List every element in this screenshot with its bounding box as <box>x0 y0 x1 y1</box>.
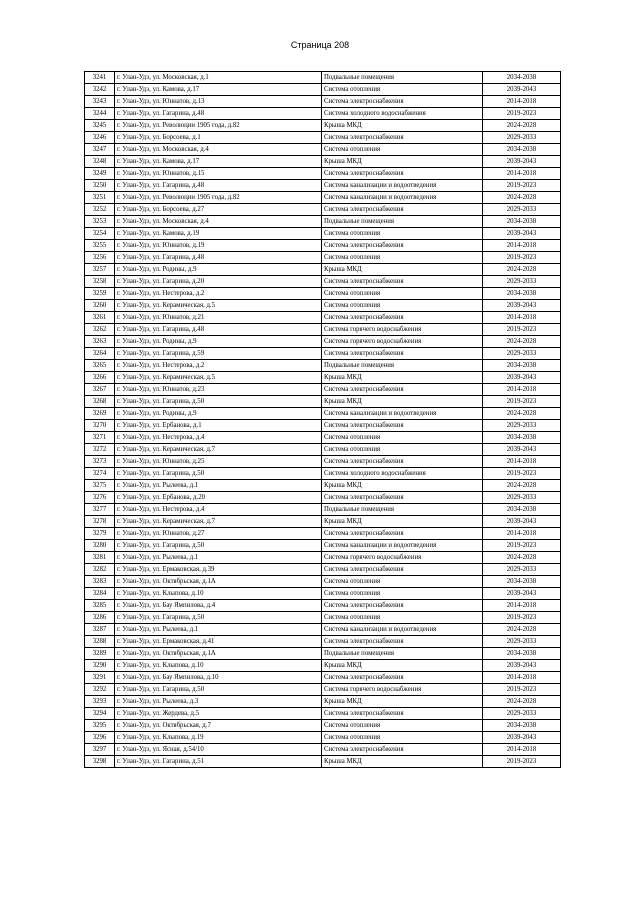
period-cell: 2019-2023 <box>483 612 561 624</box>
table-row <box>85 396 561 408</box>
work-type-cell: Система электроснабжения <box>322 420 483 432</box>
address-cell: г. Улан-Удэ, ул. Жердева, д.5 <box>115 708 322 720</box>
work-type-cell: Крыша МКД <box>322 372 483 384</box>
row-number-cell: 3286 <box>85 612 115 624</box>
address-cell: г. Улан-Удэ, ул. Керамическая, д.5 <box>115 372 322 384</box>
period-cell: 2034-2038 <box>483 720 561 732</box>
period-cell: 2034-2038 <box>483 144 561 156</box>
work-type-cell: Система отопления <box>322 252 483 264</box>
table-row <box>85 588 561 600</box>
address-cell: г. Улан-Удэ, ул. Рылеева, д.3 <box>115 696 322 708</box>
work-type-cell: Крыша МКД <box>322 696 483 708</box>
period-cell: 2034-2038 <box>483 216 561 228</box>
row-number-cell: 3249 <box>85 168 115 180</box>
period-cell: 2019-2023 <box>483 180 561 192</box>
table-row <box>85 720 561 732</box>
period-cell: 2039-2043 <box>483 372 561 384</box>
period-cell: 2019-2023 <box>483 108 561 120</box>
address-cell: г. Улан-Удэ, ул. Юннатов, д.27 <box>115 528 322 540</box>
table-row <box>85 528 561 540</box>
row-number-cell: 3278 <box>85 516 115 528</box>
period-cell: 2039-2043 <box>483 300 561 312</box>
work-type-cell: Система отопления <box>322 300 483 312</box>
address-cell: г. Улан-Удэ, ул. Октябрьская, д.7 <box>115 720 322 732</box>
period-cell: 2039-2043 <box>483 444 561 456</box>
table-row <box>85 432 561 444</box>
work-type-cell: Система электроснабжения <box>322 204 483 216</box>
table-row <box>85 288 561 300</box>
address-cell: г. Улан-Удэ, ул. Рылеева, д.1 <box>115 552 322 564</box>
table-row <box>85 216 561 228</box>
row-number-cell: 3288 <box>85 636 115 648</box>
period-cell: 2019-2023 <box>483 396 561 408</box>
table-row <box>85 132 561 144</box>
table-row <box>85 456 561 468</box>
row-number-cell: 3275 <box>85 480 115 492</box>
work-type-cell: Крыша МКД <box>322 264 483 276</box>
address-cell: г. Улан-Удэ, ул. Камова, д.19 <box>115 228 322 240</box>
row-number-cell: 3262 <box>85 324 115 336</box>
period-cell: 2034-2038 <box>483 576 561 588</box>
row-number-cell: 3265 <box>85 360 115 372</box>
table-row <box>85 168 561 180</box>
table-row <box>85 684 561 696</box>
address-cell: г. Улан-Удэ, ул. Ясная, д.54/10 <box>115 744 322 756</box>
row-number-cell: 3258 <box>85 276 115 288</box>
address-cell: г. Улан-Удэ, ул. Октябрьская, д.1А <box>115 648 322 660</box>
row-number-cell: 3247 <box>85 144 115 156</box>
address-cell: г. Улан-Удэ, ул. Камова, д.17 <box>115 84 322 96</box>
table-row <box>85 660 561 672</box>
period-cell: 2029-2033 <box>483 708 561 720</box>
work-type-cell: Система электроснабжения <box>322 672 483 684</box>
period-cell: 2039-2043 <box>483 660 561 672</box>
period-cell: 2039-2043 <box>483 84 561 96</box>
table-row <box>85 672 561 684</box>
address-cell: г. Улан-Удэ, ул. Рылеева, д.1 <box>115 624 322 636</box>
work-type-cell: Система электроснабжения <box>322 456 483 468</box>
table-row <box>85 624 561 636</box>
row-number-cell: 3282 <box>85 564 115 576</box>
row-number-cell: 3244 <box>85 108 115 120</box>
period-cell: 2019-2023 <box>483 540 561 552</box>
row-number-cell: 3257 <box>85 264 115 276</box>
row-number-cell: 3253 <box>85 216 115 228</box>
address-cell: г. Улан-Удэ, ул. Клыпова, д.10 <box>115 588 322 600</box>
row-number-cell: 3291 <box>85 672 115 684</box>
period-cell: 2014-2018 <box>483 672 561 684</box>
work-type-cell: Крыша МКД <box>322 156 483 168</box>
period-cell: 2029-2033 <box>483 636 561 648</box>
work-type-cell: Система отопления <box>322 228 483 240</box>
address-cell: г. Улан-Удэ, ул. Родины, д.9 <box>115 336 322 348</box>
address-cell: г. Улан-Удэ, ул. Юннатов, д.13 <box>115 96 322 108</box>
table-row <box>85 324 561 336</box>
table-row <box>85 732 561 744</box>
period-cell: 2014-2018 <box>483 240 561 252</box>
period-cell: 2014-2018 <box>483 600 561 612</box>
table-row <box>85 384 561 396</box>
period-cell: 2014-2018 <box>483 168 561 180</box>
work-type-cell: Система отопления <box>322 732 483 744</box>
table-row <box>85 708 561 720</box>
work-type-cell: Система электроснабжения <box>322 636 483 648</box>
address-cell: г. Улан-Удэ, ул. Нестерова, д.4 <box>115 432 322 444</box>
address-cell: г. Улан-Удэ, ул. Ербанова, д.1 <box>115 420 322 432</box>
work-type-cell: Система горячего водоснабжения <box>322 684 483 696</box>
period-cell: 2039-2043 <box>483 156 561 168</box>
address-cell: г. Улан-Удэ, ул. Камова, д.17 <box>115 156 322 168</box>
row-number-cell: 3277 <box>85 504 115 516</box>
period-cell: 2019-2023 <box>483 252 561 264</box>
row-number-cell: 3251 <box>85 192 115 204</box>
row-number-cell: 3259 <box>85 288 115 300</box>
table-row <box>85 600 561 612</box>
table-row <box>85 648 561 660</box>
address-cell: г. Улан-Удэ, ул. Керамическая, д.7 <box>115 516 322 528</box>
period-cell: 2039-2043 <box>483 228 561 240</box>
period-cell: 2034-2038 <box>483 504 561 516</box>
work-type-cell: Подвальные помещения <box>322 360 483 372</box>
period-cell: 2019-2023 <box>483 324 561 336</box>
work-type-cell: Система отопления <box>322 720 483 732</box>
address-cell: г. Улан-Удэ, ул. Гагарина, д.50 <box>115 684 322 696</box>
table-row <box>85 180 561 192</box>
period-cell: 2039-2043 <box>483 732 561 744</box>
address-cell: г. Улан-Удэ, ул. Борсоева, д.27 <box>115 204 322 216</box>
period-cell: 2029-2033 <box>483 132 561 144</box>
work-type-cell: Система электроснабжения <box>322 708 483 720</box>
row-number-cell: 3255 <box>85 240 115 252</box>
row-number-cell: 3279 <box>85 528 115 540</box>
table-row <box>85 636 561 648</box>
address-cell: г. Улан-Удэ, ул. Нестерова, д.2 <box>115 360 322 372</box>
table-row <box>85 108 561 120</box>
work-type-cell: Система электроснабжения <box>322 528 483 540</box>
table-row <box>85 696 561 708</box>
table-row <box>85 192 561 204</box>
address-cell: г. Улан-Удэ, ул. Керамическая, д.7 <box>115 444 322 456</box>
address-cell: г. Улан-Удэ, ул. Ермаковская, д.41 <box>115 636 322 648</box>
address-cell: г. Улан-Удэ, ул. Борсоева, д.1 <box>115 132 322 144</box>
work-type-cell: Крыша МКД <box>322 396 483 408</box>
page-number-header: Страница 208 <box>290 40 350 50</box>
address-cell: г. Улан-Удэ, ул. Рылеева, д.1 <box>115 480 322 492</box>
row-number-cell: 3242 <box>85 84 115 96</box>
work-type-cell: Система отопления <box>322 588 483 600</box>
address-cell: г. Улан-Удэ, ул. Юннатов, д.25 <box>115 456 322 468</box>
period-cell: 2029-2033 <box>483 492 561 504</box>
work-type-cell: Система электроснабжения <box>322 276 483 288</box>
table-row <box>85 492 561 504</box>
address-cell: г. Улан-Удэ, ул. Клыпова, д.19 <box>115 732 322 744</box>
row-number-cell: 3248 <box>85 156 115 168</box>
table-row <box>85 468 561 480</box>
address-cell: г. Улан-Удэ, ул. Гагарина, д.20 <box>115 276 322 288</box>
work-type-cell: Система электроснабжения <box>322 744 483 756</box>
row-number-cell: 3271 <box>85 432 115 444</box>
table-row <box>85 72 561 84</box>
row-number-cell: 3285 <box>85 600 115 612</box>
period-cell: 2034-2038 <box>483 72 561 84</box>
address-cell: г. Улан-Удэ, ул. Революции 1905 года, д.82 <box>115 192 322 204</box>
row-number-cell: 3292 <box>85 684 115 696</box>
row-number-cell: 3256 <box>85 252 115 264</box>
row-number-cell: 3250 <box>85 180 115 192</box>
row-number-cell: 3261 <box>85 312 115 324</box>
period-cell: 2024-2028 <box>483 408 561 420</box>
period-cell: 2014-2018 <box>483 312 561 324</box>
period-cell: 2019-2023 <box>483 468 561 480</box>
period-cell: 2024-2028 <box>483 264 561 276</box>
work-type-cell: Система канализации и водоотведения <box>322 624 483 636</box>
period-cell: 2014-2018 <box>483 384 561 396</box>
address-cell: г. Улан-Удэ, ул. Московская, д.1 <box>115 72 322 84</box>
work-type-cell: Система электроснабжения <box>322 312 483 324</box>
address-cell: г. Улан-Удэ, ул. Клыпова, д.10 <box>115 660 322 672</box>
table-row <box>85 276 561 288</box>
table-row <box>85 96 561 108</box>
work-type-cell: Подвальные помещения <box>322 648 483 660</box>
table-row <box>85 744 561 756</box>
work-type-cell: Система канализации и водоотведения <box>322 180 483 192</box>
work-type-cell: Подвальные помещения <box>322 72 483 84</box>
row-number-cell: 3268 <box>85 396 115 408</box>
address-cell: г. Улан-Удэ, ул. Ермаковская, д.39 <box>115 564 322 576</box>
period-cell: 2029-2033 <box>483 564 561 576</box>
period-cell: 2024-2028 <box>483 696 561 708</box>
row-number-cell: 3245 <box>85 120 115 132</box>
work-type-cell: Система электроснабжения <box>322 564 483 576</box>
table-row <box>85 84 561 96</box>
work-type-cell: Система отопления <box>322 444 483 456</box>
row-number-cell: 3273 <box>85 456 115 468</box>
table-row <box>85 504 561 516</box>
work-type-cell: Система отопления <box>322 612 483 624</box>
work-type-cell: Система канализации и водоотведения <box>322 540 483 552</box>
work-type-cell: Подвальные помещения <box>322 216 483 228</box>
table-row <box>85 408 561 420</box>
work-type-cell: Крыша МКД <box>322 516 483 528</box>
work-type-cell: Система электроснабжения <box>322 600 483 612</box>
work-type-cell: Система электроснабжения <box>322 348 483 360</box>
period-cell: 2029-2033 <box>483 204 561 216</box>
row-number-cell: 3254 <box>85 228 115 240</box>
address-cell: г. Улан-Удэ, ул. Октябрьская, д.1А <box>115 576 322 588</box>
row-number-cell: 3267 <box>85 384 115 396</box>
work-type-cell: Система горячего водоснабжения <box>322 336 483 348</box>
table-row <box>85 564 561 576</box>
row-number-cell: 3260 <box>85 300 115 312</box>
address-cell: г. Улан-Удэ, ул. Гагарина, д.50 <box>115 540 322 552</box>
table-row <box>85 540 561 552</box>
work-type-cell: Система холодного водоснабжения <box>322 108 483 120</box>
address-cell: г. Улан-Удэ, ул. Гагарина, д.59 <box>115 348 322 360</box>
row-number-cell: 3241 <box>85 72 115 84</box>
period-cell: 2024-2028 <box>483 480 561 492</box>
row-number-cell: 3263 <box>85 336 115 348</box>
work-type-cell: Система электроснабжения <box>322 168 483 180</box>
address-cell: г. Улан-Удэ, ул. Родины, д.9 <box>115 408 322 420</box>
period-cell: 2019-2023 <box>483 756 561 768</box>
work-type-cell: Система канализации и водоотведения <box>322 192 483 204</box>
work-type-cell: Система отопления <box>322 288 483 300</box>
table-row <box>85 312 561 324</box>
row-number-cell: 3283 <box>85 576 115 588</box>
period-cell: 2039-2043 <box>483 588 561 600</box>
address-cell: г. Улан-Удэ, ул. Юннатов, д.19 <box>115 240 322 252</box>
address-cell: г. Улан-Удэ, ул. Гагарина, д.50 <box>115 468 322 480</box>
address-cell: г. Улан-Удэ, ул. Московская, д.4 <box>115 144 322 156</box>
table-row <box>85 612 561 624</box>
table-row <box>85 576 561 588</box>
row-number-cell: 3295 <box>85 720 115 732</box>
address-cell: г. Улан-Удэ, ул. Юннатов, д.23 <box>115 384 322 396</box>
work-type-cell: Система отопления <box>322 432 483 444</box>
period-cell: 2034-2038 <box>483 432 561 444</box>
row-number-cell: 3296 <box>85 732 115 744</box>
period-cell: 2019-2023 <box>483 684 561 696</box>
row-number-cell: 3269 <box>85 408 115 420</box>
address-cell: г. Улан-Удэ, ул. Бау Ямпилова, д.4 <box>115 600 322 612</box>
table-row <box>85 336 561 348</box>
work-type-cell: Система горячего водоснабжения <box>322 324 483 336</box>
table-row <box>85 552 561 564</box>
period-cell: 2024-2028 <box>483 120 561 132</box>
table-row <box>85 372 561 384</box>
table-row <box>85 444 561 456</box>
row-number-cell: 3290 <box>85 660 115 672</box>
table-row <box>85 516 561 528</box>
work-type-cell: Система канализации и водоотведения <box>322 408 483 420</box>
address-cell: г. Улан-Удэ, ул. Юннатов, д.21 <box>115 312 322 324</box>
address-cell: г. Улан-Удэ, ул. Гагарина, д.50 <box>115 612 322 624</box>
address-cell: г. Улан-Удэ, ул. Гагарина, д.48 <box>115 180 322 192</box>
work-type-cell: Система отопления <box>322 84 483 96</box>
work-type-cell: Крыша МКД <box>322 120 483 132</box>
address-cell: г. Улан-Удэ, ул. Ербанова, д.20 <box>115 492 322 504</box>
address-cell: г. Улан-Удэ, ул. Керамическая, д.5 <box>115 300 322 312</box>
capital-repair-table <box>84 71 561 768</box>
period-cell: 2024-2028 <box>483 624 561 636</box>
period-cell: 2024-2028 <box>483 552 561 564</box>
address-cell: г. Улан-Удэ, ул. Юннатов, д.15 <box>115 168 322 180</box>
table-row <box>85 240 561 252</box>
table-row <box>85 300 561 312</box>
period-cell: 2014-2018 <box>483 744 561 756</box>
period-cell: 2039-2043 <box>483 516 561 528</box>
work-type-cell: Крыша МКД <box>322 756 483 768</box>
row-number-cell: 3252 <box>85 204 115 216</box>
work-type-cell: Система электроснабжения <box>322 240 483 252</box>
row-number-cell: 3280 <box>85 540 115 552</box>
row-number-cell: 3272 <box>85 444 115 456</box>
table-row <box>85 480 561 492</box>
work-type-cell: Система электроснабжения <box>322 132 483 144</box>
address-cell: г. Улан-Удэ, ул. Нестерова, д.2 <box>115 288 322 300</box>
row-number-cell: 3284 <box>85 588 115 600</box>
work-type-cell: Система отопления <box>322 576 483 588</box>
row-number-cell: 3287 <box>85 624 115 636</box>
address-cell: г. Улан-Удэ, ул. Гагарина, д.51 <box>115 756 322 768</box>
address-cell: г. Улан-Удэ, ул. Нестерова, д.4 <box>115 504 322 516</box>
period-cell: 2034-2038 <box>483 360 561 372</box>
table-row <box>85 420 561 432</box>
table-row <box>85 756 561 768</box>
period-cell: 2029-2033 <box>483 348 561 360</box>
table-row <box>85 252 561 264</box>
row-number-cell: 3266 <box>85 372 115 384</box>
table-row <box>85 264 561 276</box>
table-body <box>85 72 561 768</box>
work-type-cell: Система горячего водоснабжения <box>322 552 483 564</box>
table-row <box>85 228 561 240</box>
table-row <box>85 348 561 360</box>
period-cell: 2029-2033 <box>483 276 561 288</box>
row-number-cell: 3294 <box>85 708 115 720</box>
work-type-cell: Система отопления <box>322 144 483 156</box>
address-cell: г. Улан-Удэ, ул. Революции 1905 года, д.82 <box>115 120 322 132</box>
period-cell: 2034-2038 <box>483 648 561 660</box>
row-number-cell: 3243 <box>85 96 115 108</box>
row-number-cell: 3281 <box>85 552 115 564</box>
address-cell: г. Улан-Удэ, ул. Гагарина, д.48 <box>115 108 322 120</box>
work-type-cell: Система электроснабжения <box>322 384 483 396</box>
row-number-cell: 3264 <box>85 348 115 360</box>
row-number-cell: 3289 <box>85 648 115 660</box>
period-cell: 2034-2038 <box>483 288 561 300</box>
address-cell: г. Улан-Удэ, ул. Бау Ямпилова, д.10 <box>115 672 322 684</box>
address-cell: г. Улан-Удэ, ул. Гагарина, д.48 <box>115 324 322 336</box>
table-row <box>85 120 561 132</box>
work-type-cell: Крыша МКД <box>322 660 483 672</box>
work-type-cell: Крыша МКД <box>322 480 483 492</box>
period-cell: 2029-2033 <box>483 420 561 432</box>
row-number-cell: 3297 <box>85 744 115 756</box>
table-row <box>85 144 561 156</box>
table-row <box>85 360 561 372</box>
period-cell: 2024-2028 <box>483 192 561 204</box>
table-row <box>85 204 561 216</box>
period-cell: 2014-2018 <box>483 528 561 540</box>
period-cell: 2024-2028 <box>483 336 561 348</box>
table-row <box>85 156 561 168</box>
address-cell: г. Улан-Удэ, ул. Гагарина, д.48 <box>115 252 322 264</box>
work-type-cell: Система холодного водоснабжения <box>322 468 483 480</box>
row-number-cell: 3274 <box>85 468 115 480</box>
row-number-cell: 3276 <box>85 492 115 504</box>
row-number-cell: 3270 <box>85 420 115 432</box>
address-cell: г. Улан-Удэ, ул. Родины, д.9 <box>115 264 322 276</box>
address-cell: г. Улан-Удэ, ул. Гагарина, д.50 <box>115 396 322 408</box>
work-type-cell: Система электроснабжения <box>322 492 483 504</box>
period-cell: 2014-2018 <box>483 96 561 108</box>
row-number-cell: 3246 <box>85 132 115 144</box>
period-cell: 2014-2018 <box>483 456 561 468</box>
work-type-cell: Система электроснабжения <box>322 96 483 108</box>
work-type-cell: Подвальные помещения <box>322 504 483 516</box>
row-number-cell: 3293 <box>85 696 115 708</box>
row-number-cell: 3298 <box>85 756 115 768</box>
address-cell: г. Улан-Удэ, ул. Московская, д.4 <box>115 216 322 228</box>
